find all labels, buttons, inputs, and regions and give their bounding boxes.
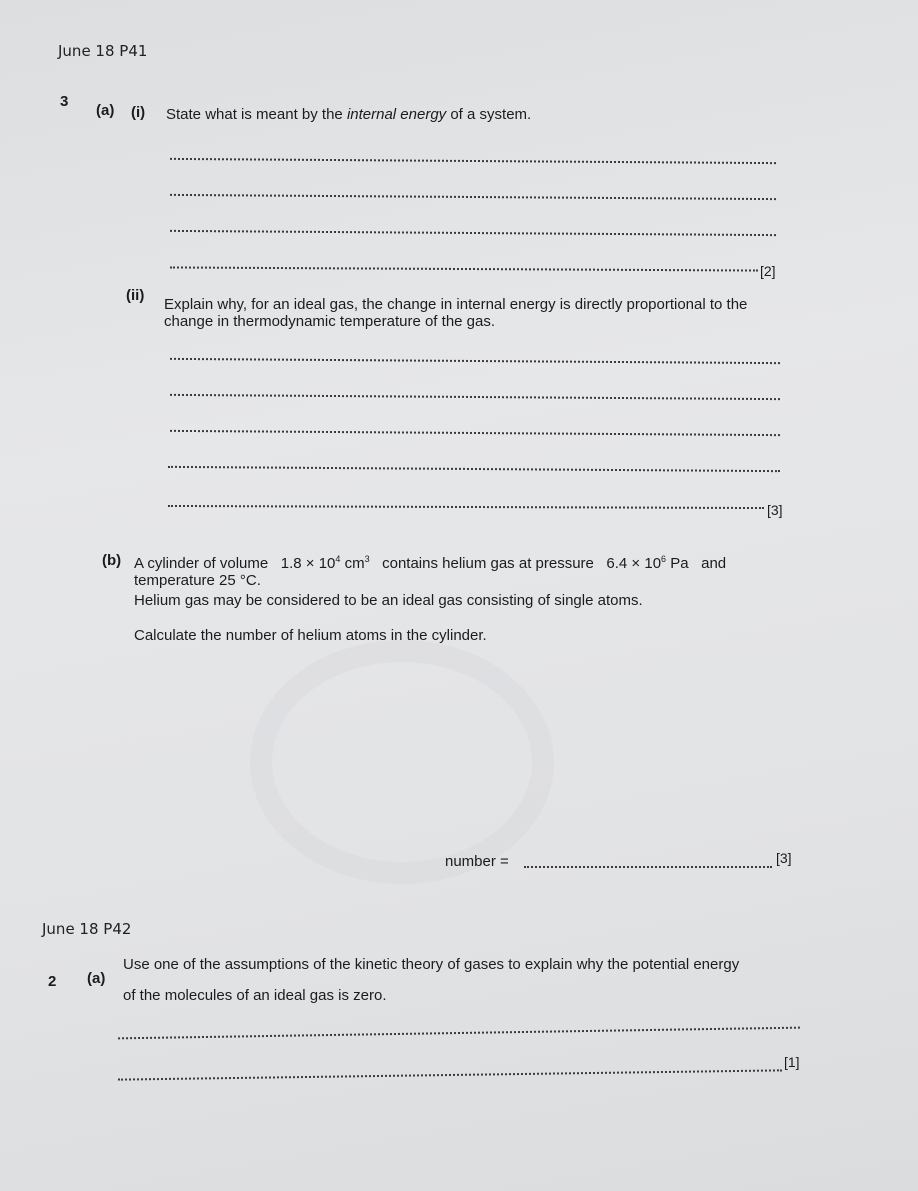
- pressure-exponent: 6: [661, 554, 667, 564]
- answer-line[interactable]: [168, 505, 764, 509]
- question-text: and: [701, 555, 727, 572]
- volume-mantissa: 1.8 × 10: [280, 555, 336, 572]
- question-number: 2: [48, 973, 57, 990]
- volume-exponent: 4: [335, 554, 341, 564]
- volume-value: [281, 555, 370, 572]
- pressure-unit: Pa: [670, 555, 689, 572]
- question-b-instruction: Calculate the number of helium atoms in the cylinder.: [134, 627, 487, 644]
- answer-line[interactable]: [170, 358, 780, 364]
- marks-label: [1]: [784, 1054, 800, 1070]
- answer-label: number =: [445, 853, 509, 870]
- question-b-line3: Helium gas may be considered to be an ideal gas consisting of single atoms.: [134, 592, 643, 609]
- answer-line[interactable]: [170, 158, 776, 164]
- question-a-ii-line2: change in thermodynamic temperature of the gas.: [164, 313, 496, 330]
- marks-label: [3]: [767, 502, 783, 518]
- pressure-mantissa: 6.4 × 10: [606, 555, 662, 572]
- question-text: of a system.: [450, 106, 532, 123]
- emphasized-term: internal energy: [346, 106, 447, 123]
- marks-label: [3]: [776, 850, 792, 866]
- part-label-a: (a): [96, 102, 115, 119]
- answer-line[interactable]: [170, 430, 780, 436]
- part-label-a: (a): [87, 970, 106, 987]
- question-text: A cylinder of volume: [134, 555, 269, 572]
- part-label-ii: (ii): [126, 287, 145, 304]
- volume-unit-exponent: 3: [364, 554, 370, 564]
- question-b-line1: [134, 555, 726, 572]
- answer-line[interactable]: [170, 230, 776, 236]
- question-number: 3: [60, 93, 69, 110]
- question-a-ii-line1: Explain why, for an ideal gas, the change in internal energy is directly proportional to the: [164, 296, 748, 313]
- volume-unit: cm: [344, 555, 365, 572]
- part-label-b: (b): [102, 552, 122, 569]
- answer-field[interactable]: [524, 866, 772, 868]
- answer-line[interactable]: [170, 394, 780, 400]
- question-2a-line2: of the molecules of an ideal gas is zero.: [123, 987, 387, 1004]
- question-text: contains helium gas at pressure: [382, 555, 594, 572]
- answer-line[interactable]: [168, 466, 780, 472]
- question-2a-line1: Use one of the assumptions of the kinetic theory of gases to explain why the potential energy: [123, 956, 740, 973]
- answer-line[interactable]: [170, 194, 776, 200]
- question-a-i-text: [166, 106, 531, 123]
- marks-label: [2]: [760, 263, 776, 279]
- answer-line[interactable]: [118, 1027, 800, 1040]
- faint-watermark: [250, 640, 554, 884]
- pressure-value: [606, 555, 688, 572]
- answer-line[interactable]: [170, 266, 758, 271]
- question-b-line2: temperature 25 °C.: [134, 572, 261, 589]
- paper-header-p42: June 18 P42: [42, 920, 132, 938]
- answer-line[interactable]: [118, 1069, 782, 1080]
- paper-header-p41: June 18 P41: [58, 42, 148, 60]
- question-text: State what is meant by the: [166, 106, 343, 123]
- part-label-i: (i): [131, 104, 146, 121]
